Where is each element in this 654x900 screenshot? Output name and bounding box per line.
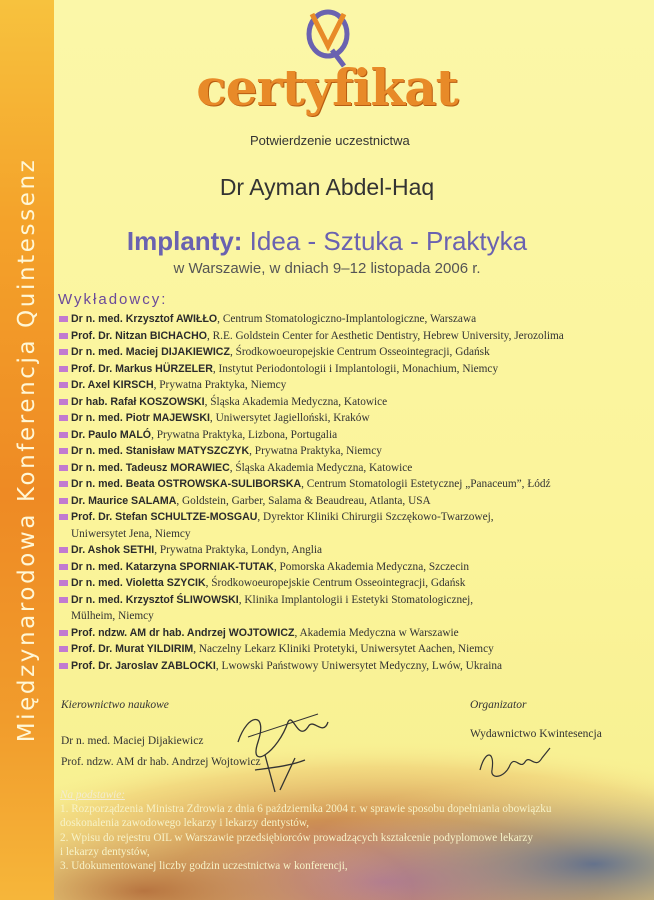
lecturer-item [59,658,649,675]
lecturer-affiliation: , Prywatna Praktyka, Lizbona, Portugalia [151,428,338,441]
lecturer-affiliation: , Śląska Akademia Medyczna, Katowice [204,395,388,408]
lecturer-item [59,344,649,361]
legal-basis-line: 3. Udokumentowanej liczby godzin uczestnictwa w konferencji, [60,860,348,873]
lecturer-item [59,509,649,542]
lecturer-affiliation: , Uniwersytet Jagielloński, Kraków [209,412,370,424]
lecturer-item [59,410,649,427]
lecturer-affiliation: , Pomorska Akademia Medyczna, Szczecin [273,560,469,573]
lecturer-affiliation: , Naczelny Lekarz Kliniki Protetyki, Uniwersytet Aachen, Niemcy [193,643,494,655]
signatory-name-1: Dr n. med. Maciej Dijakiewicz [61,735,204,747]
lecturer-name: Dr n. med. Tadeusz MORAWIEC [71,461,230,474]
lecturer-affiliation: , Prywatna Praktyka, Niemcy [249,445,382,457]
lecturer-affiliation: , Instytut Periodontologii i Implantologii, Monachium, Niemcy [212,362,499,375]
bullet-icon [59,382,68,388]
lecturer-item [59,542,649,559]
lecturer-item [59,427,649,444]
lecturer-item [59,377,649,394]
lecturer-item [59,575,649,592]
lecturer-affiliation: , Centrum Stomatologiczno-Implantologiczne, Warszawa [217,313,477,325]
bullet-icon [59,580,68,586]
lecturer-item [59,443,649,460]
bullet-icon [59,646,68,652]
organizer-name: Wydawnictwo Kwintesencja [470,728,602,740]
lecturer-name: Dr hab. Rafał KOSZOWSKI [71,395,205,408]
bullet-icon [59,316,68,322]
legal-basis-line: 1. Rozporządzenia Ministra Zdrowia z dnia 6 października 2004 r. w sprawie sposobu dopełniania obowiązku [60,803,552,816]
lecturer-name: Dr. Ashok SETHI [71,544,155,556]
lecturer-affiliation: , Prywatna Praktyka, Londyn, Anglia [154,544,323,556]
certificate-subtitle: Potwierdzenie uczestnictwa [250,133,410,148]
legal-basis-line: 2. Wpisu do rejestru OIL w Warszawie przedsiębiorców prowadzących kształcenie podyplomowe lekarzy [60,831,533,844]
lecturer-affiliation: , Lwowski Państwowy Uniwersytet Medyczny, Lwów, Ukraina [215,659,503,672]
lecturer-affiliation: , Dyrektor Kliniki Chirurgii Szczękowo-Twarzowej, [257,511,494,523]
lecturer-name: Prof. Dr. Nitzan BICHACHO [71,329,207,342]
lecturer-item [59,460,649,477]
conference-place-date: w Warszawie, w dniach 9–12 listopada 2006 r. [173,260,481,277]
lecturer-name: Dr n. med. Krzysztof AWIŁŁO [71,313,218,325]
organizer-title: Organizator [470,699,527,711]
certificate-title: certyfikat [196,58,458,117]
sidebar-conference-text: Międzynarodowa Konferencja Quintessenz [14,157,40,743]
bullet-icon [59,415,68,421]
lecturer-item [59,592,649,625]
bullet-icon [59,448,68,454]
lecturer-name: Prof. Dr. Stefan SCHULTZE-MOSGAU [71,511,258,523]
lecturer-name: Dr n. med. Beata OSTROWSKA-SULIBORSKA [71,478,302,490]
scientific-board-title: Kierownictwo naukowe [61,699,169,711]
bullet-icon [59,564,68,570]
lecturer-name: Dr. Maurice SALAMA [71,494,177,507]
bullet-icon [59,465,68,471]
bullet-icon [59,597,68,603]
sidebar-band [0,0,54,900]
lecturer-name: Dr n. med. Piotr MAJEWSKI [71,412,210,424]
recipient-name: Dr Ayman Abdel-Haq [219,174,435,200]
lecturer-affiliation-continued: Mülheim, Niemcy [71,610,154,622]
bullet-icon [59,498,68,504]
legal-basis-line: doskonalenia zawodowego lekarzy i lekarzy dentystów, [60,817,310,830]
lecturers-list [59,311,649,674]
handwritten-signature-3 [470,740,560,785]
bullet-icon [59,514,68,520]
lecturer-item [59,641,649,658]
lecturer-item [59,559,649,576]
lecturer-item [59,394,649,411]
bullet-icon [59,481,68,487]
lecturer-item [59,311,649,328]
lecturer-affiliation: , Centrum Stomatologii Estetycznej „Panaceum”, Łódź [301,478,551,490]
lecturer-item [59,493,649,510]
bullet-icon [59,399,68,405]
lecturer-item [59,625,649,642]
lecturer-item [59,476,649,493]
conference-title [0,226,654,257]
lecturer-affiliation: , Klinika Implantologii i Estetyki Stomatologicznej, [238,593,474,606]
bullet-icon [59,366,68,372]
conference-title-rest: Idea - Sztuka - Praktyka [242,226,528,256]
lecturer-name: Dr n. med. Katarzyna SPORNIAK-TUTAK [71,560,274,573]
bullet-icon [59,630,68,636]
lecturer-affiliation: , Środkowoeuropejskie Centrum Osseointegracji, Gdańsk [229,346,490,358]
lecturer-item [59,361,649,378]
bullet-icon [59,349,68,355]
lecturer-affiliation: , Środkowoeuropejskie Centrum Osseointegracji, Gdańsk [205,577,466,589]
legal-basis-line: i lekarzy dentystów, [60,845,150,858]
lecturer-item [59,328,649,345]
lecturer-name: Prof. Dr. Murat YILDIRIM [71,643,194,655]
signatory-name-2: Prof. ndzw. AM dr hab. Andrzej Wojtowicz [61,756,261,768]
bullet-icon [59,432,68,438]
lecturer-affiliation: , R.E. Goldstein Center for Aesthetic Dentistry, Hebrew University, Jerozolima [206,329,564,342]
lecturer-name: Prof. ndzw. AM dr hab. Andrzej WOJTOWICZ [71,626,295,639]
lecturer-affiliation: , Śląska Akademia Medyczna, Katowice [229,461,413,474]
lecturer-name: Prof. Dr. Markus HÜRZELER [71,362,213,375]
legal-basis-title: Na podstawie: [60,789,125,801]
lecturer-name: Prof. Dr. Jaroslav ZABLOCKI [71,659,216,672]
lecturer-name: Dr n. med. Violetta SZYCIK [71,577,206,589]
lecturers-heading: Wykładowcy: [58,291,168,308]
lecturer-name: Dr n. med. Krzysztof ŚLIWOWSKI [71,593,239,606]
conference-title-bold: Implanty: [126,226,243,256]
bullet-icon [59,547,68,553]
bullet-icon [59,663,68,669]
bullet-icon [59,333,68,339]
lecturer-name: Dr n. med. Stanisław MATYSZCZYK [71,445,250,457]
lecturer-affiliation: , Goldstein, Garber, Salama & Beaudreau, Atlanta, USA [176,494,431,507]
lecturer-name: Dr n. med. Maciej DIJAKIEWICZ [71,346,230,358]
lecturer-affiliation: , Prywatna Praktyka, Niemcy [153,379,287,391]
lecturer-affiliation: , Akademia Medyczna w Warszawie [294,626,459,639]
lecturer-name: Dr. Axel KIRSCH [71,379,154,391]
legal-basis [60,788,650,873]
lecturer-name: Dr. Paulo MALÓ [71,428,152,441]
lecturer-affiliation-continued: Uniwersytet Jena, Niemcy [71,527,191,540]
